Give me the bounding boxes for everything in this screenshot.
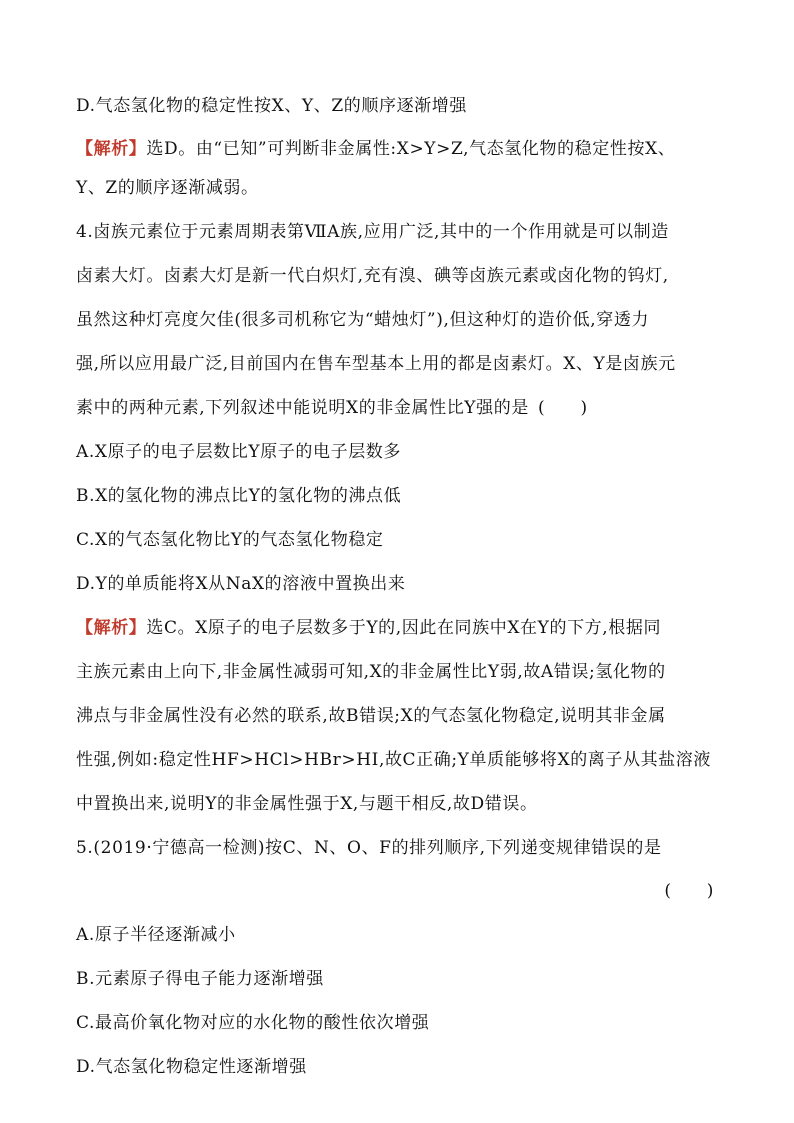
q4-analysis-line-2: 主族元素由上向下,非金属性减弱可知,X的非金属性比Y弱,故A错误;氢化物的 [76,662,666,682]
q4-stem-line-4: 强,所以应用最广泛,目前国内在售车型基本上用的都是卤素灯。X、Y是卤族元 [76,354,676,374]
q4-stem-line-3: 虽然这种灯亮度欠佳(很多司机称它为“蜡烛灯”),但这种灯的造价低,穿透力 [76,310,650,330]
q4-analysis-line-1 [76,618,736,639]
prev-option-d: D.气态氢化物的稳定性按X、Y、Z的顺序逐渐增强 [76,96,467,116]
q4-analysis-line-3: 沸点与非金属性没有必然的联系,故B错误;X的气态氢化物稳定,说明其非金属 [76,706,666,726]
q4-option-b: B.X的氢化物的沸点比Y的氢化物的沸点低 [76,486,402,506]
q4-option-c: C.X的气态氢化物比Y的气态氢化物稳定 [76,530,384,550]
q4-answer-blank: ( ) [538,398,588,418]
document-page [76,96,736,1078]
q4-analysis-line-5: 中置换出来,说明Y的非金属性强于X,与题干相反,故D错误。 [76,794,538,814]
q5-option-d: D.气态氢化物稳定性逐渐增强 [76,1057,307,1077]
analysis-tag: 【解析】 [76,139,147,159]
q3-analysis-text-1: 选D。由“已知”可判断非金属性:X>Y>Z,气态氢化物的稳定性按X、 [146,139,676,159]
q5-option-c: C.最高价氧化物对应的水化物的酸性依次增强 [76,1013,430,1033]
q4-stem-line-5 [76,398,736,419]
q3-analysis-line-2: Y、Z的顺序逐渐减弱。 [76,178,259,198]
q4-analysis-text-1: 选C。X原子的电子层数多于Y的,因此在同族中X在Y的下方,根据同 [146,618,662,638]
q4-option-d: D.Y的单质能将X从NaX的溶液中置换出来 [76,574,406,594]
q4-stem-text-5: 素中的两种元素,下列叙述中能说明X的非金属性比Y强的是 [76,398,529,418]
q5-stem: 5.(2019·宁德高一检测)按C、N、O、F的排列顺序,下列递变规律错误的是 [76,838,662,858]
q4-analysis-line-4: 性强,例如:稳定性HF>HCl>HBr>HI,故C正确;Y单质能够将X的离子从其盐溶液 [76,750,712,770]
q5-option-b: B.元素原子得电子能力逐渐增强 [76,969,324,989]
q4-stem-line-1: 4.卤族元素位于元素周期表第ⅦA族,应用广泛,其中的一个作用就是可以制造 [76,222,669,242]
q4-option-a: A.X原子的电子层数比Y原子的电子层数多 [76,442,402,462]
analysis-tag: 【解析】 [76,618,147,638]
q5-option-a: A.原子半径逐渐减小 [76,925,236,945]
q5-answer-blank: ( ) [664,881,714,901]
q4-stem-line-2: 卤素大灯。卤素大灯是新一代白炽灯,充有溴、碘等卤族元素或卤化物的钨灯, [76,266,669,286]
q3-analysis-line-1 [76,139,736,160]
